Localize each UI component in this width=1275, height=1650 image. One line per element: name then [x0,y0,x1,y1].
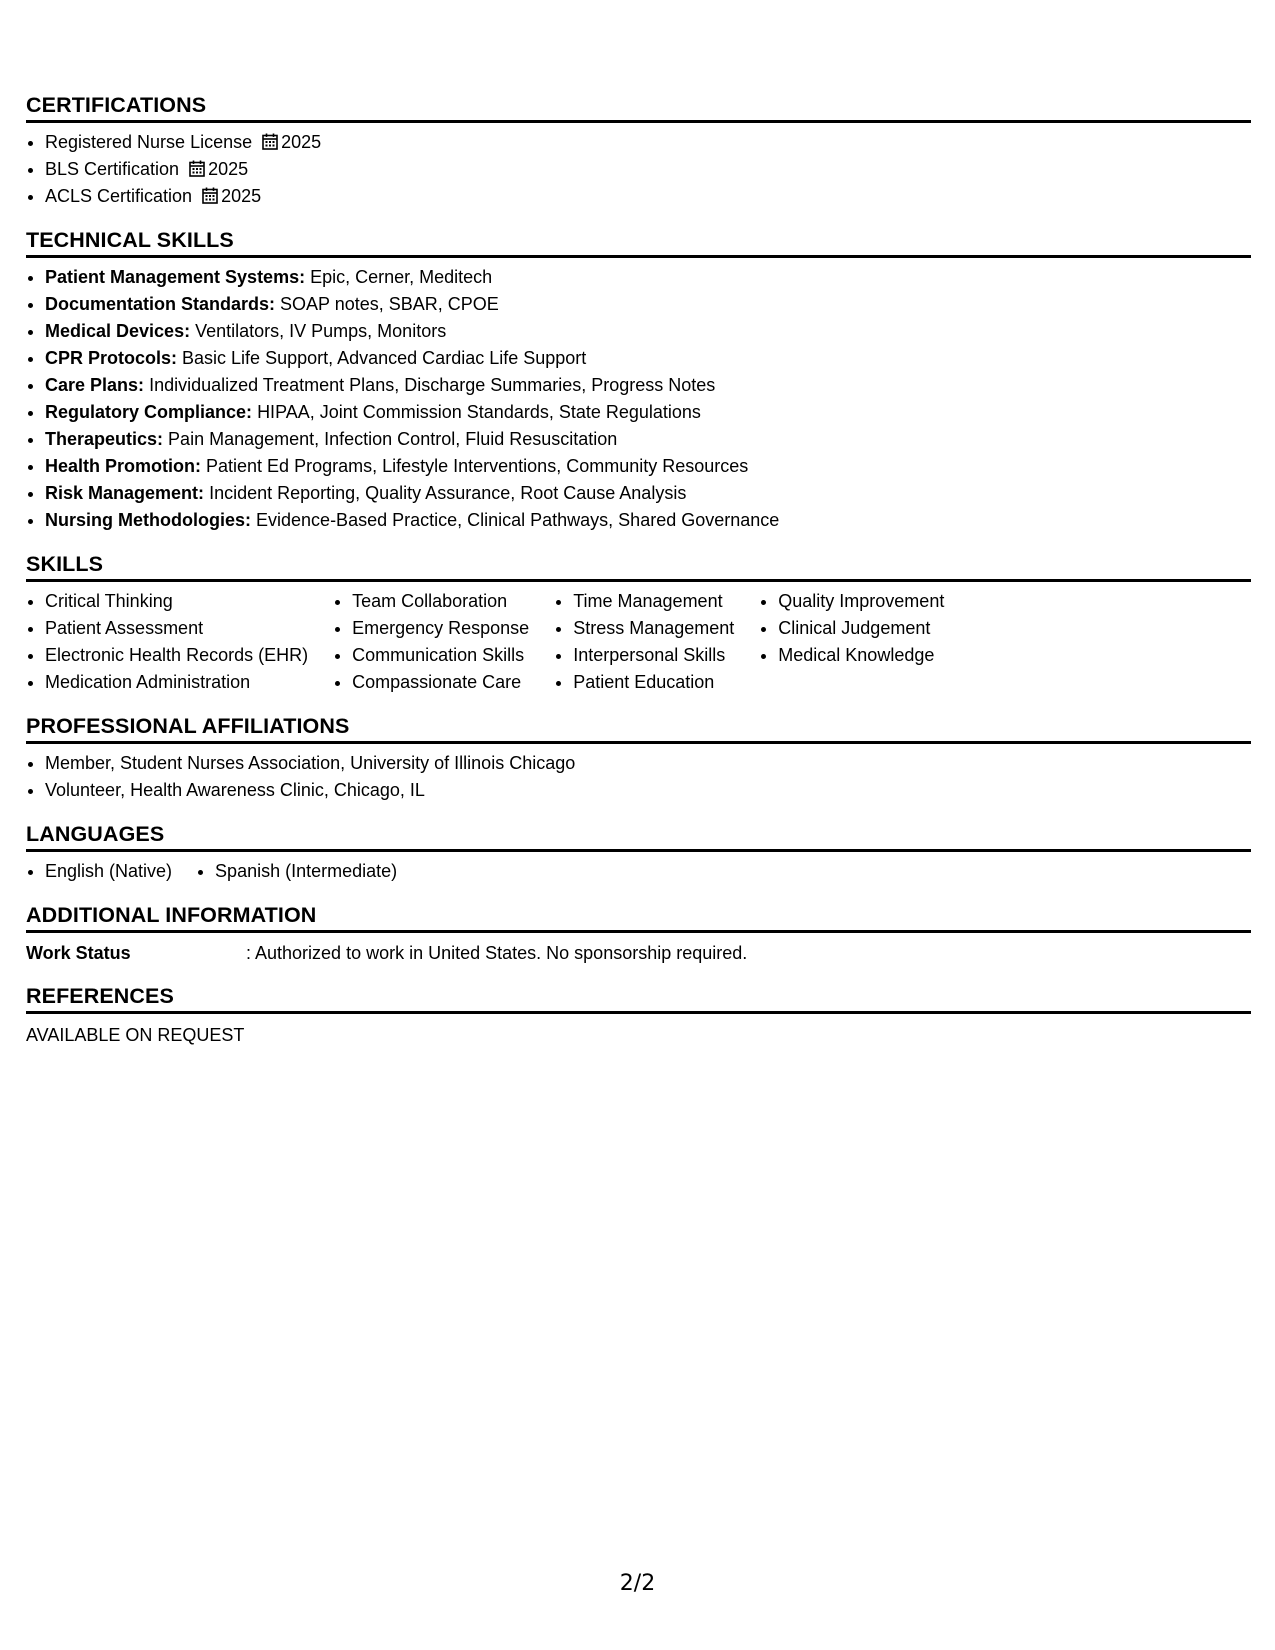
list-item [45,480,1251,507]
list-item [45,291,1251,318]
list-item [45,183,1251,210]
list-item [45,129,1251,156]
list-item: • Medical Knowledge [778,642,944,669]
skill-values: SOAP notes, SBAR, CPOE [280,294,499,314]
list-item: • Medication Administration [45,669,308,696]
references-heading: REFERENCES [26,983,1251,1014]
languages-section [26,821,1251,885]
skill-category: Care Plans: [45,375,145,395]
certifications-heading: CERTIFICATIONS [26,92,1251,123]
skills-column [554,588,734,696]
certifications-section [26,92,1251,210]
list-item: • Spanish (Intermediate) [215,858,397,885]
skill-values: HIPAA, Joint Commission Standards, State Regulations [257,402,701,422]
list-item: • Team Collaboration [352,588,529,615]
list-item: • Member, Student Nurses Association, University of Illinois Chicago [45,750,1251,777]
list-item [45,372,1251,399]
certifications-list [26,129,1251,210]
skill-category: Risk Management: [45,483,205,503]
references-text: AVAILABLE ON REQUEST [26,1025,245,1045]
list-item: • Patient Assessment [45,615,308,642]
list-item [45,507,1251,534]
technical-skills-list [26,264,1251,534]
language-column [26,858,172,885]
calendar-icon [202,187,218,204]
skill-values: Incident Reporting, Quality Assurance, Root Cause Analysis [209,483,687,503]
list-item: • Clinical Judgement [778,615,944,642]
skill-values: Individualized Treatment Plans, Discharge Summaries, Progress Notes [149,375,716,395]
list-item: • English (Native) [45,858,172,885]
skill-category: CPR Protocols: [45,348,178,368]
technical-skills-section [26,227,1251,534]
list-item: • Communication Skills [352,642,529,669]
skills-column [759,588,944,696]
skill-category: Nursing Methodologies: [45,510,251,530]
list-item: • Volunteer, Health Awareness Clinic, Chicago, IL [45,777,1251,804]
affiliations-list [26,750,1251,804]
skill-values: Pain Management, Infection Control, Fluid Resuscitation [168,429,618,449]
additional-info-heading: ADDITIONAL INFORMATION [26,902,1251,933]
skill-values: Ventilators, IV Pumps, Monitors [195,321,447,341]
list-item: • Emergency Response [352,615,529,642]
calendar-icon [189,160,205,177]
list-item: • Patient Education [573,669,734,696]
list-item [45,453,1251,480]
list-item: • Electronic Health Records (EHR) [45,642,308,669]
skill-values: Epic, Cerner, Meditech [310,267,493,287]
list-item [45,156,1251,183]
skill-values: Evidence-Based Practice, Clinical Pathways, Shared Governance [256,510,780,530]
list-item [45,399,1251,426]
calendar-icon [262,133,278,150]
references-section [26,983,1251,1048]
list-item: • Time Management [573,588,734,615]
list-item: • Compassionate Care [352,669,529,696]
work-status-row [26,940,1251,966]
affiliations-heading: PROFESSIONAL AFFILIATIONS [26,713,1251,744]
skill-values: Basic Life Support, Advanced Cardiac Life Support [182,348,587,368]
affiliations-section [26,713,1251,804]
list-item [45,318,1251,345]
work-status-label: Work Status [26,943,131,963]
skill-category: Patient Management Systems: [45,267,306,287]
list-item: • Quality Improvement [778,588,944,615]
skills-column [333,588,529,696]
skill-category: Regulatory Compliance: [45,402,253,422]
list-item: • Interpersonal Skills [573,642,734,669]
certification-name: ACLS Certification [45,186,193,206]
list-item: • Critical Thinking [45,588,308,615]
technical-skills-heading: TECHNICAL SKILLS [26,227,1251,258]
skills-column [26,588,308,696]
skill-category: Medical Devices: [45,321,191,341]
skill-category: Health Promotion: [45,456,201,476]
page-number: 2/2 [619,1571,656,1596]
skill-category: Therapeutics: [45,429,164,449]
languages-list [26,858,1251,885]
work-status-value: : Authorized to work in United States. No sponsorship required. [246,943,748,963]
certification-name: Registered Nurse License [45,132,253,152]
skills-heading: SKILLS [26,551,1251,582]
list-item: • Stress Management [573,615,734,642]
certification-year: 2025 [281,132,322,152]
certification-name: BLS Certification [45,159,180,179]
additional-info-section [26,902,1251,966]
certification-year: 2025 [208,159,249,179]
skills-section [26,551,1251,696]
skill-values: Patient Ed Programs, Lifestyle Interventions, Community Resources [206,456,749,476]
resume-page [26,92,1251,1065]
certification-year: 2025 [221,186,262,206]
list-item [45,264,1251,291]
language-column [196,858,397,885]
list-item [45,345,1251,372]
languages-heading: LANGUAGES [26,821,1251,852]
skills-grid [26,588,1251,696]
skill-category: Documentation Standards: [45,294,276,314]
list-item [45,426,1251,453]
